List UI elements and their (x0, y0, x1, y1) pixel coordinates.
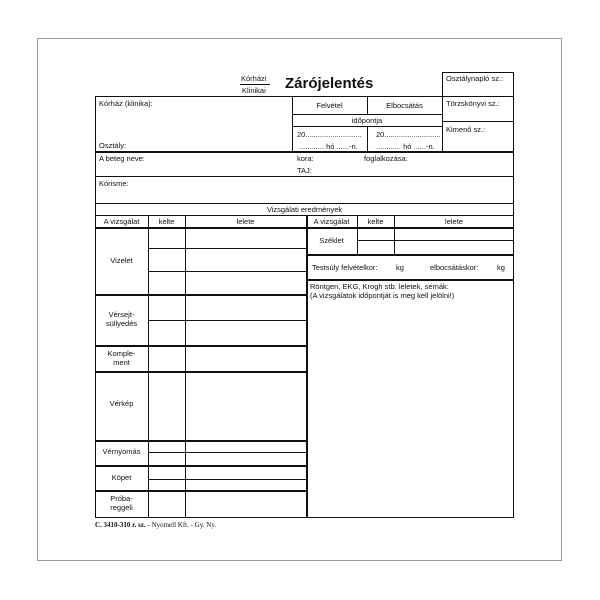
header-bottom-line (95, 227, 514, 229)
group-line (95, 345, 306, 347)
master-book-number[interactable]: Törzskönyvi sz.: (446, 99, 500, 108)
discharge-number[interactable]: Kimenő sz.: (446, 125, 486, 134)
printer-name: - Nyomell Kft. - Gy. Ny. (147, 521, 217, 529)
taj-field[interactable]: TAJ: (297, 166, 312, 175)
results-line (95, 215, 514, 216)
hospital-clinic-field[interactable]: Kórház (klinika): (99, 99, 153, 108)
col-exam-header: A vizsgálat (103, 217, 140, 226)
kg-unit: kg (497, 263, 505, 272)
xray-notes-label: Röntgen, EKG, Krogh stb. leletek, sémák: (310, 282, 449, 291)
complement-label-line1: Komple- (107, 349, 136, 358)
group-line (95, 440, 306, 442)
form-code: C. 3410-310 r. sz. (95, 521, 146, 529)
row-line (148, 479, 306, 480)
section-line (95, 151, 514, 153)
sputum-label: Köpet (111, 473, 132, 482)
row-line (148, 320, 306, 321)
urine-label: Vizelet (110, 256, 133, 265)
blood-count-label: Vérkép (109, 399, 134, 408)
section-line (95, 203, 514, 204)
time-of-label: időpontja (351, 116, 383, 125)
footer-text (95, 521, 216, 529)
diagnosis-field[interactable]: Kórisme: (99, 179, 129, 188)
admission-line (292, 114, 442, 115)
blood-pressure-label: Vérnyomás (102, 447, 141, 456)
age-field[interactable]: kora: (297, 154, 314, 163)
row-line (148, 248, 306, 249)
discharge-heading: Elbocsátás (386, 101, 423, 110)
header-divider (240, 84, 270, 85)
ward-log-number[interactable]: Osztálynapló sz.: (446, 74, 504, 83)
col-exam-header-right: A vizsgálat (313, 217, 350, 226)
col-date-header-right: kelte (367, 217, 384, 226)
section-line (95, 176, 514, 177)
group-line (95, 465, 306, 467)
discharge-date-field[interactable]: ............ hó ......-n. (376, 142, 435, 151)
xray-notes-hint: (A vizsgálatok időpontját is meg kell jelölni!) (310, 291, 455, 300)
results-title: Vizsgálati eredmények (266, 205, 343, 214)
group-line (306, 279, 514, 281)
row-line (357, 240, 514, 241)
admission-date-field[interactable]: ............ hó ......-n. (299, 142, 358, 151)
stool-label: Széklet (319, 236, 344, 245)
discharge-year-field[interactable]: 20........................... (376, 130, 441, 139)
col-divider (148, 215, 149, 518)
admission-year-field[interactable]: 20........................... (297, 130, 362, 139)
group-line (95, 294, 306, 296)
trial-breakfast-label (95, 494, 148, 512)
group-line (95, 371, 306, 373)
col-divider (185, 215, 186, 518)
occupation-field[interactable]: foglalkozása: (364, 154, 408, 163)
col-result-header-right: lelete (445, 217, 463, 226)
complement-label-line2: ment (113, 358, 130, 367)
esr-label-line2: süllyedés (105, 319, 138, 328)
weight-admission-field[interactable]: Testsúly felvételkor: (312, 263, 378, 272)
weight-discharge-field[interactable]: elbocsátáskor: (430, 263, 479, 272)
trial-label-line2: reggeli (110, 503, 133, 512)
group-line (306, 254, 514, 256)
col-date-header: kelte (158, 217, 175, 226)
row-line (148, 452, 306, 453)
esr-label-line1: Vérsejt- (108, 310, 135, 319)
page-title: Zárójelentés (285, 75, 374, 92)
admission-divider (367, 126, 368, 152)
hospital-label: Kórházi (241, 74, 267, 83)
row-line (148, 271, 306, 272)
group-line (95, 490, 306, 492)
trial-label-line1: Próba- (110, 494, 133, 503)
kg-unit: kg (396, 263, 404, 272)
patient-name-field[interactable]: A beteg neve: (99, 154, 145, 163)
admission-heading: Felvétel (316, 101, 343, 110)
esr-label (95, 310, 148, 328)
complement-label (95, 349, 148, 367)
clinic-label: Klinikai (242, 86, 266, 95)
xray-notes-area[interactable] (308, 302, 512, 516)
col-result-header: lelete (236, 217, 255, 226)
admission-line (292, 126, 442, 127)
ward-field[interactable]: Osztály: (99, 141, 127, 150)
